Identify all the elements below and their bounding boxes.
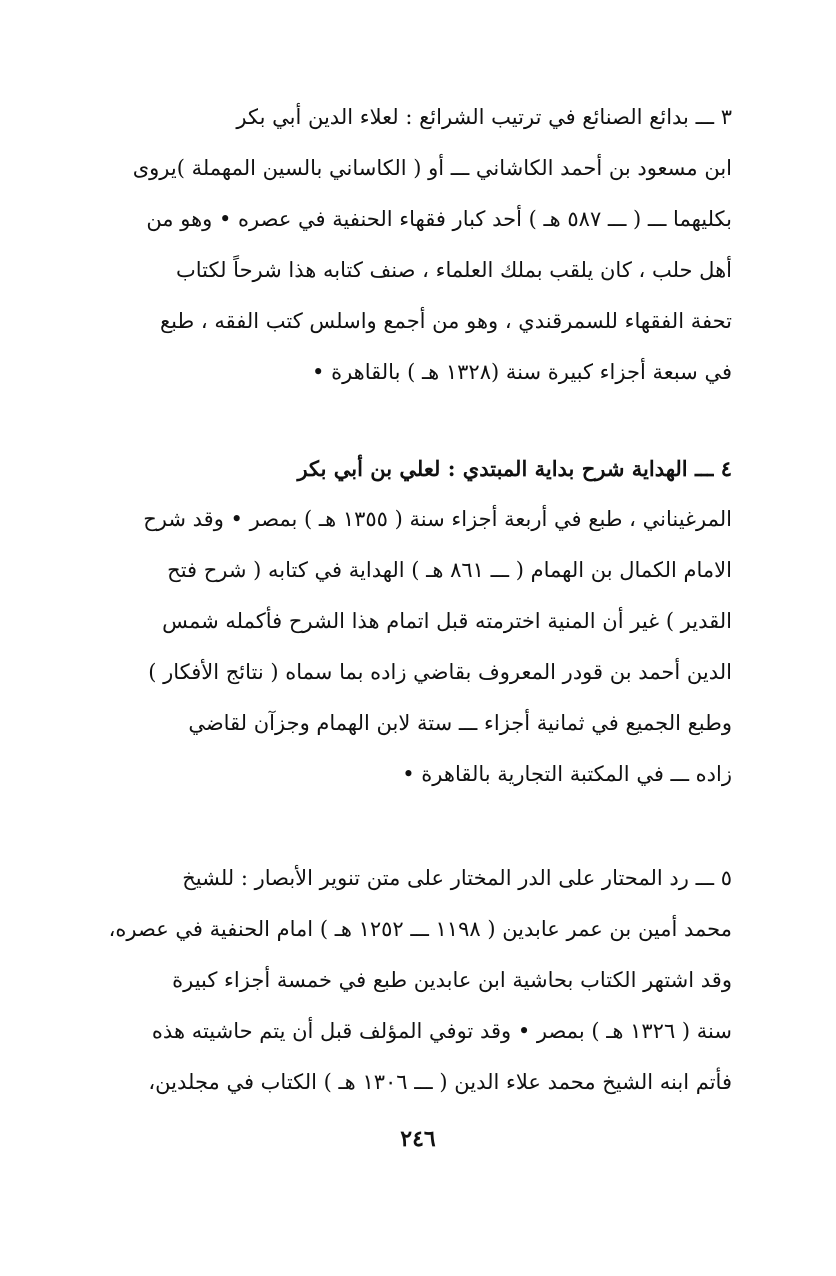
entry-5-line-3: وقد اشتهر الكتاب بحاشية ابن عابدين طبع في خمسة أجزاء كبيرة <box>172 968 732 992</box>
entry-4-line-3: الامام الكمال بن الهمام ( ـــ ٨٦١ هـ ) الهداية في كتابه ( شرح فتح <box>167 558 732 582</box>
entry-5-radd-al-muhtar <box>104 853 732 1108</box>
entry-3-line-6: في سبعة أجزاء كبيرة سنة (١٣٢٨ هـ ) بالقاهرة • <box>312 360 732 384</box>
entry-5-line-2: محمد أمين بن عمر عابدين ( ١١٩٨ ـــ ١٢٥٢ هـ ) امام الحنفية في عصره، <box>108 917 732 941</box>
entry-4-line-2: المرغيناني ، طبع في أربعة أجزاء سنة ( ١٣٥٥ هـ ) بمصر • وقد شرح <box>143 507 732 531</box>
entry-4-line-6: وطبع الجميع في ثمانية أجزاء ـــ ستة لابن الهمام وجزآن لقاضي <box>188 711 732 735</box>
page-number: ٢٤٦ <box>400 1126 436 1152</box>
entry-4-line-5: الدين أحمد بن قودر المعروف بقاضي زاده بما سماه ( نتائج الأفكار ) <box>148 660 732 684</box>
entry-4-line-1: ٤ ـــ الهداية شرح بداية المبتدي : لعلي بن أبي بكر <box>297 456 732 481</box>
entry-3-badai-al-sanai <box>104 92 732 398</box>
entry-3-line-1: ٣ ـــ بدائع الصنائع في ترتيب الشرائع : لعلاء الدين أبي بكر <box>236 105 732 129</box>
entry-5-line-4: سنة ( ١٣٢٦ هـ ) بمصر • وقد توفي المؤلف قبل أن يتم حاشيته هذه <box>151 1019 732 1043</box>
entry-5-line-1: ٥ ـــ رد المحتار على الدر المختار على متن تنوير الأبصار : للشيخ <box>182 866 732 890</box>
entry-3-line-5: تحفة الفقهاء للسمرقندي ، وهو من أجمع واسلس كتب الفقه ، طبع <box>160 309 732 333</box>
entry-4-line-7: زاده ـــ في المكتبة التجارية بالقاهرة • <box>402 762 732 786</box>
entry-3-line-2: ابن مسعود بن أحمد الكاشاني ـــ أو ( الكاساني بالسين المهملة )يروى <box>132 156 732 180</box>
entry-3-line-4: أهل حلب ، كان يلقب بملك العلماء ، صنف كتابه هذا شرحاً لكتاب <box>176 258 732 282</box>
entry-3-line-3: بكليهما ـــ ( ـــ ٥٨٧ هـ ) أحد كبار فقهاء الحنفية في عصره • وهو من <box>146 207 732 231</box>
entry-4-line-4: القدير ) غير أن المنية اخترمته قبل اتمام هذا الشرح فأكمله شمس <box>162 609 732 633</box>
entry-4-al-hidaya <box>104 443 732 800</box>
entry-5-line-5: فأتم ابنه الشيخ محمد علاء الدين ( ـــ ١٣٠٦ هـ ) الكتاب في مجلدين، <box>148 1070 732 1094</box>
